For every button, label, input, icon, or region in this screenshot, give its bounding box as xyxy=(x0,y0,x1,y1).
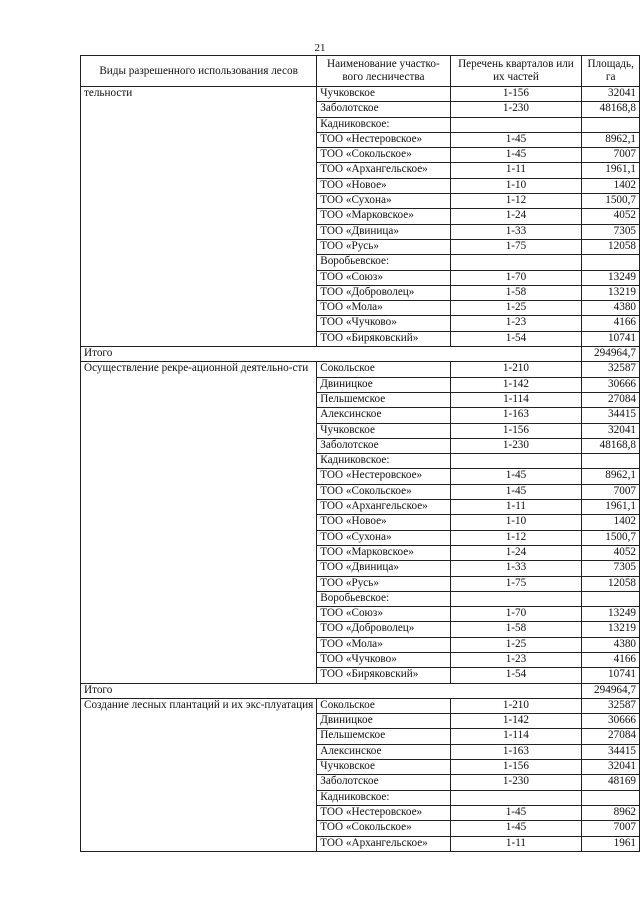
forestry-name-cell: Кадниковское: xyxy=(317,117,450,132)
area-cell xyxy=(582,790,640,805)
quarters-cell: 1-114 xyxy=(450,729,582,744)
forestry-name-cell: ТОО «Биряковский» xyxy=(317,331,450,346)
quarters-cell: 1-54 xyxy=(450,668,582,683)
forestry-name-cell: ТОО «Сокольское» xyxy=(317,484,450,499)
area-cell: 30666 xyxy=(582,714,640,729)
area-cell: 1961 xyxy=(582,836,640,851)
forestry-name-cell: ТОО «Союз» xyxy=(317,270,450,285)
forestry-name-cell: Заболотское xyxy=(317,102,450,117)
quarters-cell: 1-45 xyxy=(450,821,582,836)
forestry-name-cell: ТОО «Сокольское» xyxy=(317,821,450,836)
total-label: Итого xyxy=(81,683,582,698)
forestry-name-cell: ТОО «Доброволец» xyxy=(317,622,450,637)
header-forestry-name: Наименование участко-вого лесничества xyxy=(317,56,450,87)
forestry-name-cell: Сокольское xyxy=(317,362,450,377)
forestry-name-cell: ТОО «Сокольское» xyxy=(317,148,450,163)
forestry-name-cell: ТОО «Русь» xyxy=(317,576,450,591)
area-cell: 32587 xyxy=(582,698,640,713)
quarters-cell xyxy=(450,255,582,270)
area-cell: 13249 xyxy=(582,270,640,285)
forestry-name-cell: Пельшемское xyxy=(317,392,450,407)
area-cell xyxy=(582,591,640,606)
forestry-name-cell: ТОО «Архангельское» xyxy=(317,836,450,851)
quarters-cell: 1-210 xyxy=(450,698,582,713)
quarters-cell: 1-75 xyxy=(450,239,582,254)
area-cell: 4166 xyxy=(582,316,640,331)
header-use-type: Виды разрешенного использования лесов xyxy=(81,56,317,87)
forestry-name-cell: Чучковское xyxy=(317,760,450,775)
forestry-name-cell: ТОО «Русь» xyxy=(317,239,450,254)
header-area: Площадь, га xyxy=(582,56,640,87)
area-cell: 1961,1 xyxy=(582,163,640,178)
area-cell: 13249 xyxy=(582,607,640,622)
forestry-name-cell: Воробьевское: xyxy=(317,591,450,606)
forestry-name-cell: Заболотское xyxy=(317,438,450,453)
area-cell: 4052 xyxy=(582,545,640,560)
area-cell: 32041 xyxy=(582,423,640,438)
quarters-cell: 1-142 xyxy=(450,714,582,729)
forestry-name-cell: Двиницкое xyxy=(317,714,450,729)
area-cell: 7007 xyxy=(582,148,640,163)
forestry-name-cell: Двиницкое xyxy=(317,377,450,392)
quarters-cell xyxy=(450,454,582,469)
forestry-name-cell: ТОО «Двиница» xyxy=(317,561,450,576)
quarters-cell: 1-10 xyxy=(450,515,582,530)
area-cell xyxy=(582,255,640,270)
area-cell: 30666 xyxy=(582,377,640,392)
forestry-name-cell: Алексинское xyxy=(317,408,450,423)
forestry-name-cell: Чучковское xyxy=(317,423,450,438)
table-body xyxy=(81,87,640,852)
forestry-name-cell: ТОО «Нестеровское» xyxy=(317,805,450,820)
forestry-name-cell: ТОО «Чучково» xyxy=(317,652,450,667)
area-cell: 27084 xyxy=(582,392,640,407)
quarters-cell: 1-12 xyxy=(450,194,582,209)
quarters-cell: 1-75 xyxy=(450,576,582,591)
use-type-cell: тельности xyxy=(81,87,317,347)
forestry-name-cell: ТОО «Сухона» xyxy=(317,530,450,545)
forestry-name-cell: ТОО «Мола» xyxy=(317,301,450,316)
area-cell xyxy=(582,117,640,132)
quarters-cell: 1-11 xyxy=(450,500,582,515)
area-cell: 34415 xyxy=(582,408,640,423)
forestry-name-cell: Кадниковское: xyxy=(317,454,450,469)
quarters-cell xyxy=(450,790,582,805)
area-cell: 1500,7 xyxy=(582,194,640,209)
quarters-cell: 1-70 xyxy=(450,607,582,622)
header-row xyxy=(81,56,640,87)
area-cell: 27084 xyxy=(582,729,640,744)
quarters-cell: 1-156 xyxy=(450,423,582,438)
area-cell: 8962,1 xyxy=(582,132,640,147)
area-cell: 4380 xyxy=(582,301,640,316)
area-cell: 12058 xyxy=(582,239,640,254)
area-cell: 4166 xyxy=(582,652,640,667)
forestry-name-cell: ТОО «Биряковский» xyxy=(317,668,450,683)
forestry-name-cell: ТОО «Нестеровское» xyxy=(317,132,450,147)
forestry-name-cell: Алексинское xyxy=(317,744,450,759)
forestry-name-cell: ТОО «Двиница» xyxy=(317,224,450,239)
area-cell: 4380 xyxy=(582,637,640,652)
forestry-name-cell: Сокольское xyxy=(317,698,450,713)
quarters-cell: 1-210 xyxy=(450,362,582,377)
area-cell: 7007 xyxy=(582,821,640,836)
forestry-name-cell: ТОО «Архангельское» xyxy=(317,500,450,515)
forestry-name-cell: ТОО «Архангельское» xyxy=(317,163,450,178)
area-cell: 1402 xyxy=(582,178,640,193)
forestry-name-cell: ТОО «Союз» xyxy=(317,607,450,622)
forestry-name-cell: Пельшемское xyxy=(317,729,450,744)
quarters-cell: 1-25 xyxy=(450,301,582,316)
quarters-cell xyxy=(450,591,582,606)
quarters-cell: 1-230 xyxy=(450,775,582,790)
table-row xyxy=(81,362,640,377)
quarters-cell: 1-10 xyxy=(450,178,582,193)
total-value: 294964,7 xyxy=(582,347,640,362)
quarters-cell: 1-45 xyxy=(450,484,582,499)
quarters-cell: 1-11 xyxy=(450,163,582,178)
area-cell: 7305 xyxy=(582,561,640,576)
quarters-cell: 1-230 xyxy=(450,438,582,453)
quarters-cell: 1-45 xyxy=(450,148,582,163)
area-cell: 8962 xyxy=(582,805,640,820)
quarters-cell: 1-24 xyxy=(450,209,582,224)
quarters-cell: 1-54 xyxy=(450,331,582,346)
area-cell: 10741 xyxy=(582,331,640,346)
forestry-name-cell: ТОО «Сухона» xyxy=(317,194,450,209)
forestry-name-cell: Заболотское xyxy=(317,775,450,790)
quarters-cell: 1-230 xyxy=(450,102,582,117)
quarters-cell: 1-25 xyxy=(450,637,582,652)
area-cell: 7305 xyxy=(582,224,640,239)
quarters-cell: 1-24 xyxy=(450,545,582,560)
area-cell: 32587 xyxy=(582,362,640,377)
forest-use-table xyxy=(80,55,640,852)
quarters-cell: 1-163 xyxy=(450,408,582,423)
forestry-name-cell: Чучковское xyxy=(317,87,450,102)
quarters-cell: 1-45 xyxy=(450,805,582,820)
use-type-cell: Осуществление рекре-ационной деятельно-сти xyxy=(81,362,317,683)
quarters-cell xyxy=(450,117,582,132)
area-cell: 12058 xyxy=(582,576,640,591)
total-row xyxy=(81,683,640,698)
quarters-cell: 1-23 xyxy=(450,652,582,667)
total-value: 294964,7 xyxy=(582,683,640,698)
page-number: 21 xyxy=(314,42,326,54)
area-cell: 1500,7 xyxy=(582,530,640,545)
total-row xyxy=(81,347,640,362)
area-cell: 32041 xyxy=(582,87,640,102)
area-cell: 34415 xyxy=(582,744,640,759)
quarters-cell: 1-142 xyxy=(450,377,582,392)
quarters-cell: 1-12 xyxy=(450,530,582,545)
quarters-cell: 1-156 xyxy=(450,87,582,102)
area-cell: 8962,1 xyxy=(582,469,640,484)
area-cell: 1402 xyxy=(582,515,640,530)
forestry-name-cell: ТОО «Нестеровское» xyxy=(317,469,450,484)
quarters-cell: 1-58 xyxy=(450,622,582,637)
quarters-cell: 1-23 xyxy=(450,316,582,331)
quarters-cell: 1-58 xyxy=(450,285,582,300)
forestry-name-cell: ТОО «Марковское» xyxy=(317,545,450,560)
quarters-cell: 1-156 xyxy=(450,760,582,775)
quarters-cell: 1-33 xyxy=(450,224,582,239)
total-label: Итого xyxy=(81,347,582,362)
area-cell: 13219 xyxy=(582,285,640,300)
area-cell: 10741 xyxy=(582,668,640,683)
forestry-name-cell: Воробьевское: xyxy=(317,255,450,270)
area-cell: 4052 xyxy=(582,209,640,224)
area-cell xyxy=(582,454,640,469)
forestry-name-cell: ТОО «Новое» xyxy=(317,515,450,530)
area-cell: 48169 xyxy=(582,775,640,790)
quarters-cell: 1-45 xyxy=(450,132,582,147)
quarters-cell: 1-11 xyxy=(450,836,582,851)
quarters-cell: 1-33 xyxy=(450,561,582,576)
forestry-name-cell: ТОО «Марковское» xyxy=(317,209,450,224)
area-cell: 13219 xyxy=(582,622,640,637)
quarters-cell: 1-45 xyxy=(450,469,582,484)
header-quarters-list: Перечень кварталов или их частей xyxy=(450,56,582,87)
table-row xyxy=(81,87,640,102)
forestry-name-cell: ТОО «Доброволец» xyxy=(317,285,450,300)
table-row xyxy=(81,698,640,713)
forestry-name-cell: ТОО «Чучково» xyxy=(317,316,450,331)
use-type-cell: Создание лесных плантаций и их экс-плуатация xyxy=(81,698,317,851)
area-cell: 48168,8 xyxy=(582,438,640,453)
forestry-name-cell: ТОО «Мола» xyxy=(317,637,450,652)
forestry-name-cell: ТОО «Новое» xyxy=(317,178,450,193)
quarters-cell: 1-114 xyxy=(450,392,582,407)
area-cell: 1961,1 xyxy=(582,500,640,515)
quarters-cell: 1-70 xyxy=(450,270,582,285)
area-cell: 32041 xyxy=(582,760,640,775)
quarters-cell: 1-163 xyxy=(450,744,582,759)
forestry-name-cell: Кадниковское: xyxy=(317,790,450,805)
area-cell: 48168,8 xyxy=(582,102,640,117)
area-cell: 7007 xyxy=(582,484,640,499)
